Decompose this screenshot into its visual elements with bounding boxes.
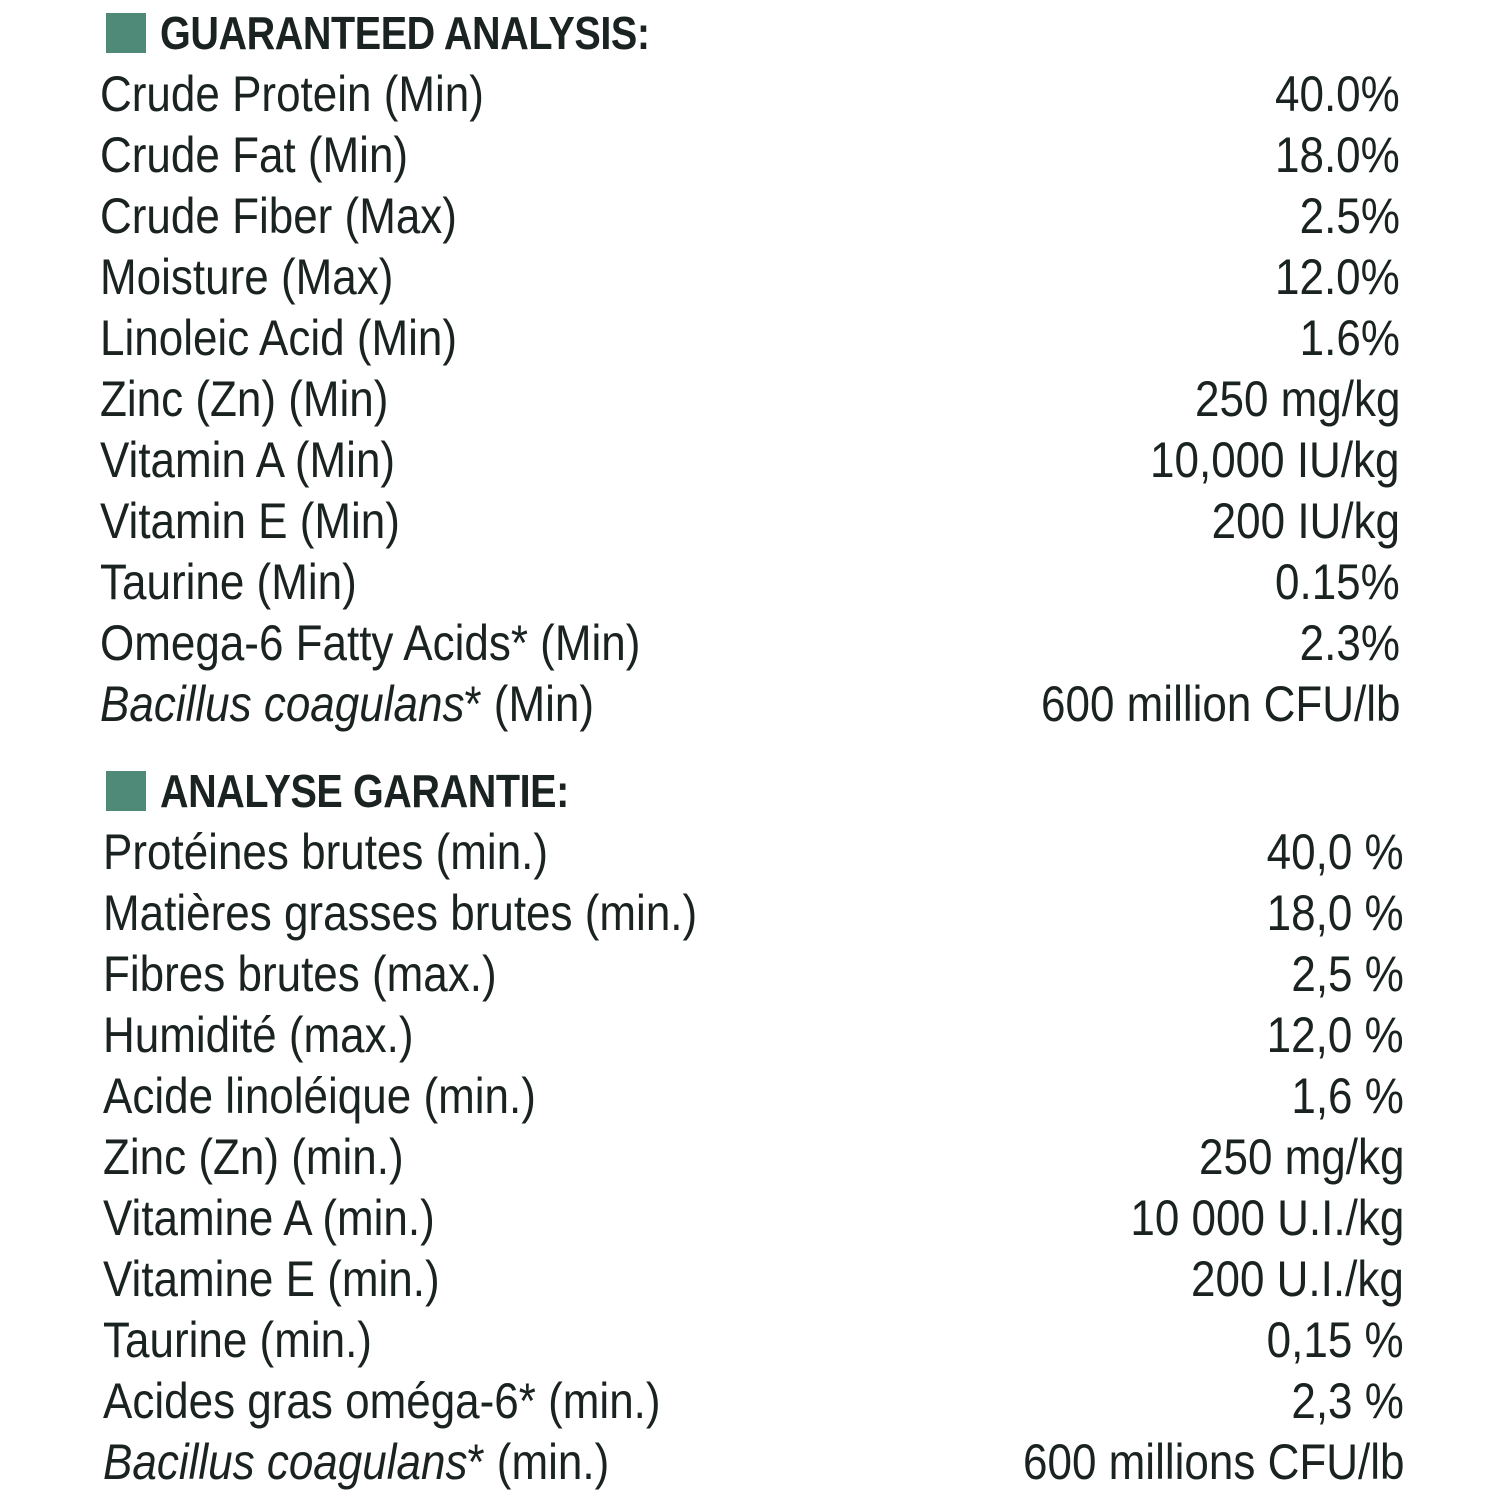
heading-bullet-square [106,13,146,53]
nutrient-value: 10,000 IU/kg [1150,432,1400,488]
nutrient-value: 1.6% [1299,310,1400,366]
table-row [0,186,1500,247]
nutrient-value: 1,6 % [1291,1068,1404,1124]
table-row [0,883,1500,944]
nutrient-label: Vitamine A (min.) [103,1190,435,1246]
nutrient-value: 18,0 % [1267,885,1404,941]
nutrient-value: 200 IU/kg [1211,493,1400,549]
table-row [0,1066,1500,1127]
nutrient-value: 2,3 % [1291,1373,1404,1429]
table-row [0,247,1500,308]
section-heading [106,4,729,62]
nutrient-label [103,1432,609,1493]
table-row [0,1188,1500,1249]
nutrient-value: 12,0 % [1267,1007,1404,1063]
table-row [0,822,1500,883]
table-row [0,1432,1500,1493]
nutrient-label: Crude Fat (Min) [100,127,409,183]
nutrient-value: 250 mg/kg [1198,1129,1404,1185]
nutrient-value: 200 U.I./kg [1191,1251,1404,1307]
nutrient-value: 600 million CFU/lb [1040,676,1400,732]
table-row [0,64,1500,125]
nutrient-label: Omega-6 Fatty Acids* (Min) [100,615,641,671]
nutrient-value: 2.5% [1299,188,1400,244]
nutrient-label: Vitamin E (Min) [100,493,400,549]
nutrient-label: Crude Protein (Min) [100,66,484,122]
nutrient-label: Zinc (Zn) (min.) [103,1129,404,1185]
table-row [0,1310,1500,1371]
nutrient-label: Taurine (Min) [100,554,357,610]
nutrient-label: Linoleic Acid (Min) [100,310,458,366]
table-row [0,430,1500,491]
nutrient-value: 600 millions CFU/lb [1022,1434,1404,1490]
table-row [0,369,1500,430]
nutrient-value: 0.15% [1275,554,1400,610]
nutrient-value: 40.0% [1275,66,1400,122]
nutrient-value: 12.0% [1275,249,1400,305]
section-heading-text: GUARANTEED ANALYSIS: [160,7,650,59]
section-heading-text: ANALYSE GARANTIE: [160,765,569,817]
nutrient-label: Vitamin A (Min) [100,432,396,488]
nutrient-label [100,674,594,735]
section-heading [106,762,635,820]
nutrient-value: 10 000 U.I./kg [1130,1190,1404,1246]
table-row [0,1127,1500,1188]
nutrient-value: 250 mg/kg [1194,371,1400,427]
nutrient-label-suffix: * (min.) [467,1434,610,1490]
nutrient-value: 2,5 % [1291,946,1404,1002]
nutrient-value: 2.3% [1299,615,1400,671]
nutrient-label-suffix: * (Min) [464,676,594,732]
nutrient-label: Vitamine E (min.) [103,1251,440,1307]
nutrient-value: 18.0% [1275,127,1400,183]
species-name-italic: Bacillus coagulans [100,676,465,732]
table-row [0,125,1500,186]
nutrient-label: Acide linoléique (min.) [103,1068,536,1124]
nutrient-label: Taurine (min.) [103,1312,372,1368]
table-row [0,491,1500,552]
nutrient-label: Acides gras oméga-6* (min.) [103,1373,661,1429]
analysis-table [0,822,1500,1493]
nutrient-label: Protéines brutes (min.) [103,824,549,880]
nutrient-label: Zinc (Zn) (Min) [100,371,389,427]
nutrient-value: 40,0 % [1267,824,1404,880]
table-row [0,674,1500,735]
heading-bullet-square [106,771,146,811]
table-row [0,552,1500,613]
nutrient-label: Crude Fiber (Max) [100,188,457,244]
table-row [0,944,1500,1005]
species-name-italic: Bacillus coagulans [103,1434,468,1490]
nutrient-label: Matières grasses brutes (min.) [103,885,698,941]
table-row [0,1005,1500,1066]
table-row [0,308,1500,369]
table-row [0,613,1500,674]
nutrient-label: Humidité (max.) [103,1007,414,1063]
table-row [0,1371,1500,1432]
nutrient-label: Fibres brutes (max.) [103,946,497,1002]
analysis-table [0,64,1500,735]
table-row [0,1249,1500,1310]
nutrient-value: 0,15 % [1267,1312,1404,1368]
nutrient-label: Moisture (Max) [100,249,394,305]
